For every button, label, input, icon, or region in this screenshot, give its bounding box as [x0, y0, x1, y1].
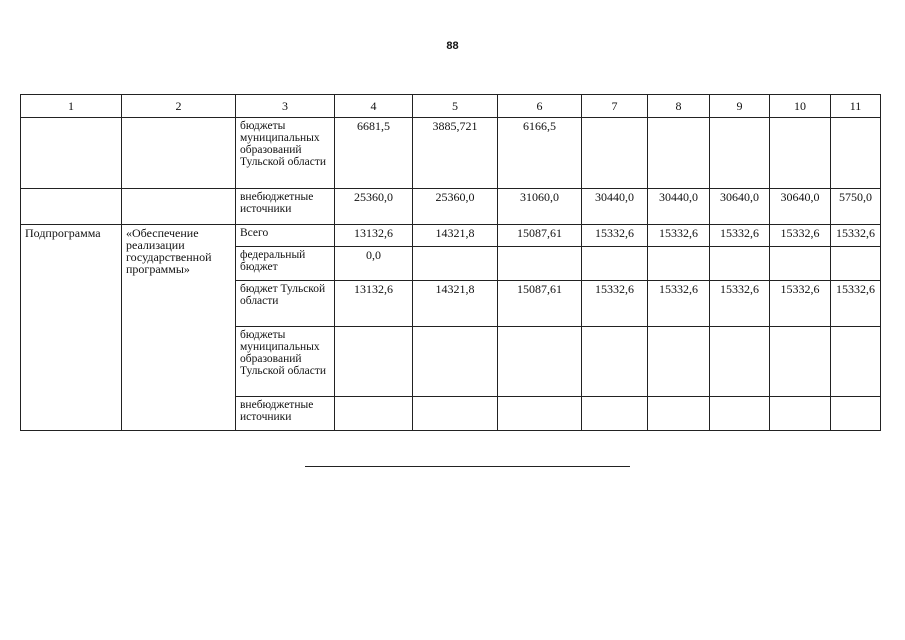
value-cell	[770, 327, 831, 397]
table-row	[21, 118, 881, 189]
column-header: 3	[236, 95, 335, 118]
value-cell: 25360,0	[413, 189, 498, 225]
funding-source-cell: федеральный бюджет	[236, 247, 335, 281]
empty-cell	[21, 118, 122, 189]
value-cell: 25360,0	[335, 189, 413, 225]
value-cell	[831, 118, 881, 189]
funding-source-cell: бюджет Тульской области	[236, 281, 335, 327]
value-cell: 30640,0	[710, 189, 770, 225]
value-cell: 15332,6	[710, 225, 770, 247]
value-cell	[831, 327, 881, 397]
funding-source-cell: бюджеты муниципальных образований Тульской области	[236, 327, 335, 397]
value-cell: 13132,6	[335, 225, 413, 247]
column-header: 11	[831, 95, 881, 118]
value-cell	[831, 397, 881, 431]
value-cell: 30440,0	[648, 189, 710, 225]
value-cell: 31060,0	[498, 189, 582, 225]
value-cell	[413, 397, 498, 431]
value-cell: 14321,8	[413, 281, 498, 327]
value-cell	[710, 118, 770, 189]
funding-source-cell: Всего	[236, 225, 335, 247]
value-cell	[498, 397, 582, 431]
footer-rule	[305, 466, 630, 467]
value-cell	[582, 397, 648, 431]
column-header: 1	[21, 95, 122, 118]
column-header: 4	[335, 95, 413, 118]
value-cell	[770, 118, 831, 189]
column-header: 10	[770, 95, 831, 118]
subprogram-name-cell: «Обеспечение реализации государственной программы»	[122, 225, 236, 431]
value-cell	[710, 247, 770, 281]
value-cell: 30640,0	[770, 189, 831, 225]
value-cell: 15332,6	[770, 225, 831, 247]
value-cell	[335, 397, 413, 431]
value-cell: 14321,8	[413, 225, 498, 247]
value-cell	[831, 247, 881, 281]
value-cell	[498, 247, 582, 281]
value-cell	[710, 327, 770, 397]
value-cell	[648, 327, 710, 397]
value-cell	[413, 327, 498, 397]
column-header: 2	[122, 95, 236, 118]
column-header: 5	[413, 95, 498, 118]
value-cell: 30440,0	[582, 189, 648, 225]
subprogram-label-cell: Подпрограмма	[21, 225, 122, 431]
budget-table	[20, 94, 881, 431]
value-cell: 15332,6	[648, 225, 710, 247]
value-cell: 15332,6	[582, 281, 648, 327]
value-cell	[710, 397, 770, 431]
empty-cell	[122, 118, 236, 189]
funding-source-cell: внебюджетные источники	[236, 397, 335, 431]
table-row	[21, 225, 881, 247]
value-cell	[498, 327, 582, 397]
empty-cell	[122, 189, 236, 225]
column-header: 7	[582, 95, 648, 118]
value-cell: 5750,0	[831, 189, 881, 225]
page-number: 88	[446, 40, 459, 52]
value-cell: 15332,6	[710, 281, 770, 327]
value-cell	[335, 327, 413, 397]
value-cell: 6166,5	[498, 118, 582, 189]
value-cell: 15332,6	[582, 225, 648, 247]
funding-source-cell: внебюджетные источники	[236, 189, 335, 225]
value-cell: 0,0	[335, 247, 413, 281]
value-cell	[582, 118, 648, 189]
value-cell: 15087,61	[498, 281, 582, 327]
value-cell: 15332,6	[648, 281, 710, 327]
value-cell	[770, 397, 831, 431]
value-cell	[582, 247, 648, 281]
empty-cell	[21, 189, 122, 225]
table-row	[21, 189, 881, 225]
table-header-row	[21, 95, 881, 118]
column-header: 8	[648, 95, 710, 118]
value-cell	[413, 247, 498, 281]
value-cell: 13132,6	[335, 281, 413, 327]
value-cell	[582, 327, 648, 397]
value-cell: 15332,6	[831, 225, 881, 247]
funding-source-cell: бюджеты муниципальных образований Тульской области	[236, 118, 335, 189]
value-cell	[648, 247, 710, 281]
value-cell	[648, 397, 710, 431]
value-cell: 15087,61	[498, 225, 582, 247]
value-cell: 3885,721	[413, 118, 498, 189]
column-header: 6	[498, 95, 582, 118]
column-header: 9	[710, 95, 770, 118]
value-cell: 15332,6	[770, 281, 831, 327]
value-cell	[648, 118, 710, 189]
value-cell: 6681,5	[335, 118, 413, 189]
value-cell: 15332,6	[831, 281, 881, 327]
value-cell	[770, 247, 831, 281]
